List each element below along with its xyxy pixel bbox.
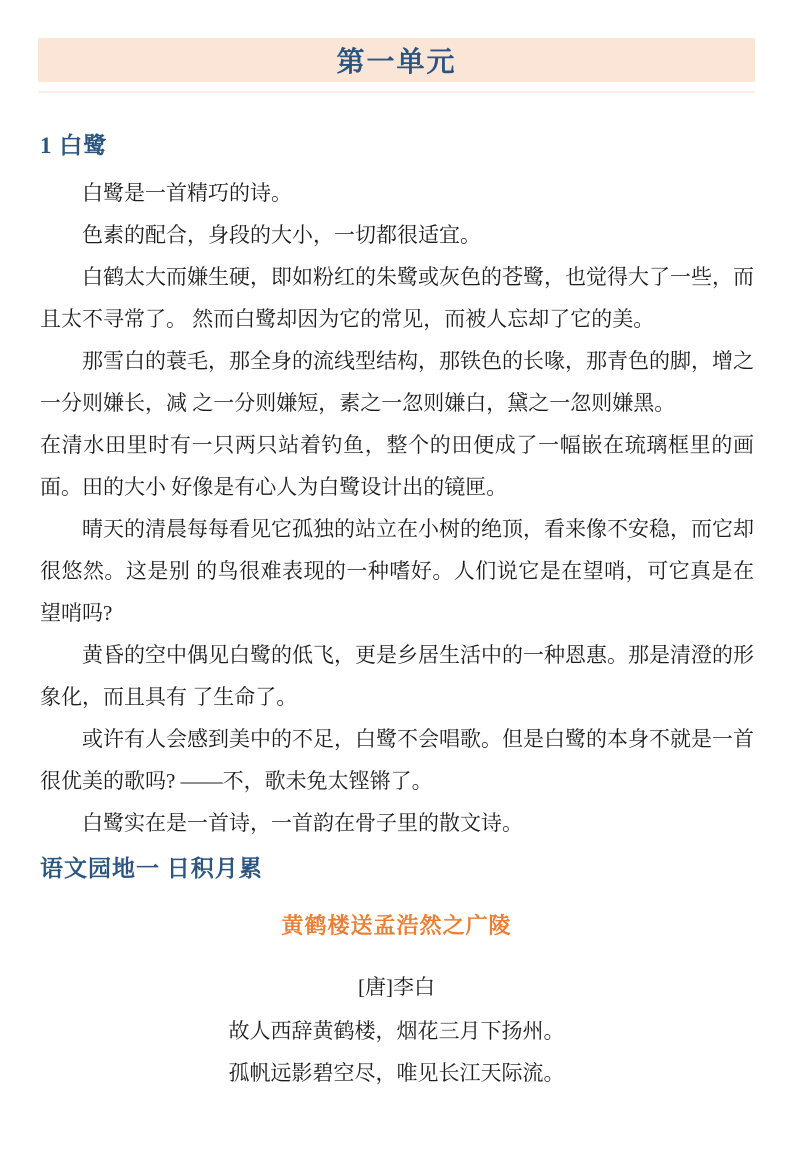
poem-block [0,909,793,1085]
paragraph: 或许有人会感到美中的不足，白鹭不会唱歌。但是白鹭的本身不就是一首很优美的歌吗? ——不，歌未免太铿锵了。 [40,727,754,793]
poem-title: 黄鹤楼送孟浩然之广陵 [281,913,512,938]
poem-line: 故人西辞黄鹤楼，烟花三月下扬州。 [228,1019,565,1043]
section-heading: 语文园地一 日积月累 [40,856,263,881]
paragraph: 白鹤太大而嫌生硬，即如粉红的朱鹭或灰色的苍鹭，也觉得大了一些，而且太不寻常了。 然而白鹭却因为它的常见，而被人忘却了它的美。 [40,265,754,331]
paragraph: 那雪白的蓑毛，那全身的流线型结构，那铁色的长喙，那青色的脚，增之一分则嫌长，减 之一分则嫌短，素之一忽则嫌白，黛之一忽则嫌黑。 [40,349,754,415]
lesson-body [40,172,754,844]
paragraph: 白鹭是一首精巧的诗。 [82,181,292,205]
unit-banner [38,38,755,82]
paragraph: 黄昏的空中偶见白鹭的低飞，更是乡居生活中的一种恩惠。那是清澄的形象化，而且具有 了生命了。 [40,643,754,709]
poem-line: 孤帆远影碧空尽，唯见长江天际流。 [228,1061,565,1085]
paragraph: 在清水田里时有一只两只站着钓鱼，整个的田便成了一幅嵌在琉璃框里的画面。田的大小 好像是有心人为白鹭设计出的镜匣。 [40,433,754,499]
unit-banner-title: 第一单元 [336,47,457,78]
banner-divider [38,91,755,93]
paragraph: 白鹭实在是一首诗，一首韵在骨子里的散文诗。 [82,811,523,835]
document-page [0,38,793,1160]
poem-author: [唐]李白 [358,975,435,999]
paragraph: 色素的配合，身段的大小，一切都很适宜。 [82,223,481,247]
paragraph: 晴天的清晨每每看见它孤独的站立在小树的绝顶，看来像不安稳，而它却很悠然。这是别 的鸟很难表现的一种嗜好。人们说它是在望哨，可它真是在望哨吗? [40,517,754,625]
lesson-heading: 1 白鹭 [40,133,108,158]
